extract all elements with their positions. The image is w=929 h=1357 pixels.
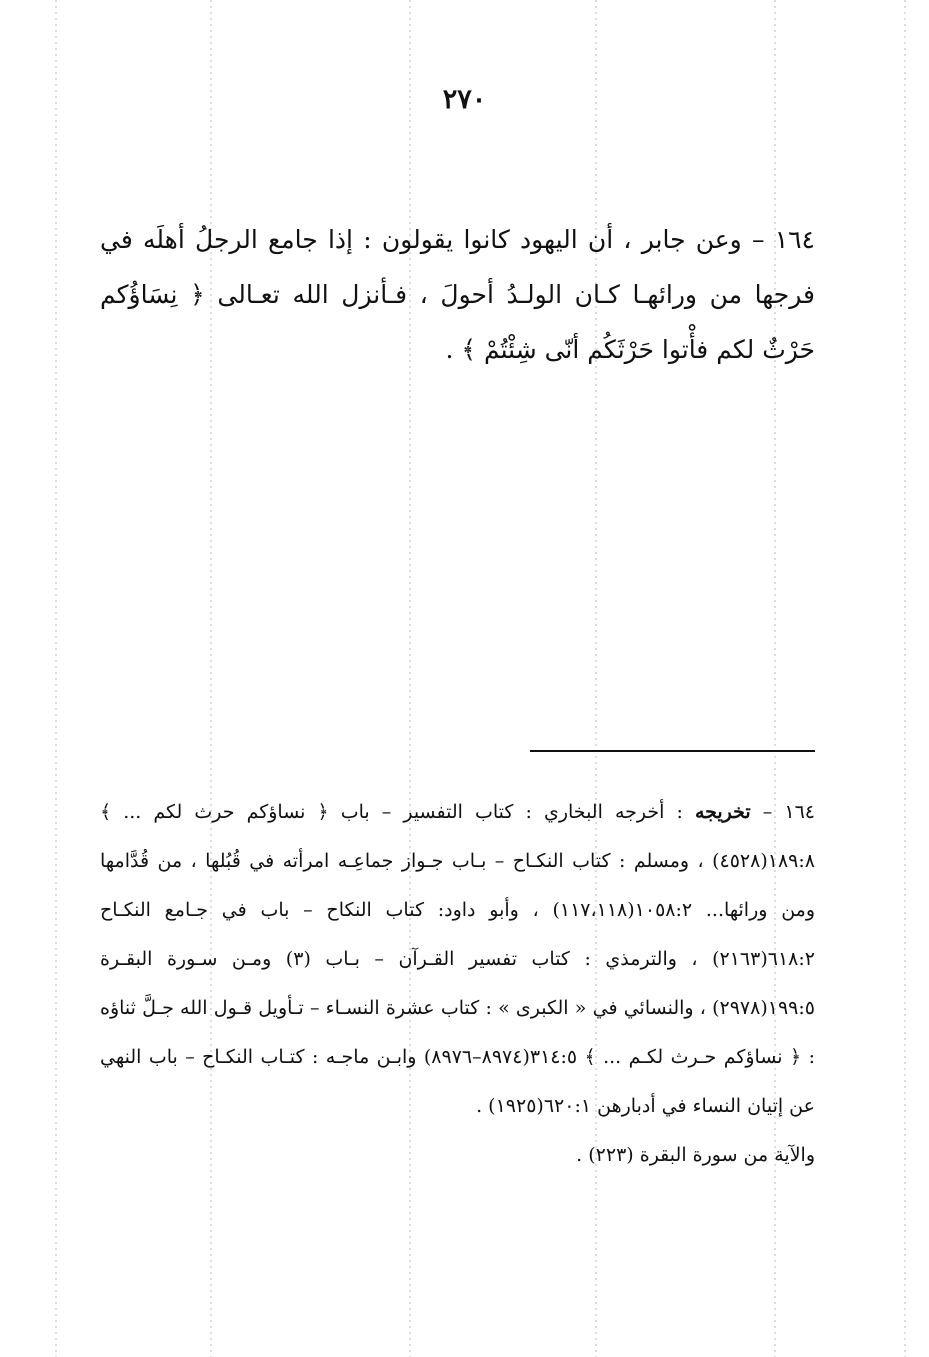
hadith-number: ١٦٤ – xyxy=(751,225,815,254)
quran-verse: نِسَاؤُكم حَرْثٌ لكم فأْتوا حَرْثَكُم أنّى شِئْتُمْ xyxy=(100,280,815,364)
verse-close-bracket: ﴾ xyxy=(461,335,477,364)
hadith-text xyxy=(100,212,815,377)
page-number: ٢٧٠ xyxy=(442,84,487,115)
footnote-separator xyxy=(530,750,815,752)
verse-open-bracket: ﴿ xyxy=(190,280,205,309)
hadith-narration: وعن جابر ، أن اليهود كانوا يقولون : إذا جامع الرجلُ أهلَه في فرجها من ورائهـا كـان الولـدُ أحولَ ، فـأنزل الله تعـالى xyxy=(100,225,815,309)
footnote-number: ١٦٤ – xyxy=(762,801,815,823)
footnote-takhrij xyxy=(100,788,815,1131)
footnote xyxy=(100,788,815,1180)
footnote-label: تخريجه xyxy=(694,801,751,823)
hadith-end-punct: . xyxy=(445,335,454,364)
footnote-verse-note: والآية من سورة البقرة (٢٢٣) . xyxy=(576,1144,815,1166)
footnote-body: : أخرجه البخاري : كتاب التفسير – باب ﴿ نساؤكم حرث لكم ... ﴾ ١٨٩:٨(٤٥٢٨) ، ومسلم : كتاب النكـاح – بـاب جـواز جماعِـه امرأته في قُبُلها ، من قُدَّامها ومن ورائها... ١٠٥٨:٢(١١٧،١١٨) ، وأبو داود: كتاب النكاح – باب في جـامع النكـاح ٦١٨:٢(٢١٦٣) ، والترمذي : كتاب تفسير القـرآن – بـاب (٣) ومـن سـورة البقـرة ١٩٩:٥(٢٩٧٨) ، والنسائي في « الكبرى » : كتاب عشرة النسـاء – تـأويل قـول الله جـلَّ ثناؤه : ﴿ نساؤكم حـرث لكـم ... ﴾ ٣١٤:٥(٨٩٧٤–٨٩٧٦) وابـن ماجـه : كتـاب النكـاح – باب النهي عن إتيان النساء في أدبارهن ٦٢٠:١(١٩٢٥) . xyxy=(100,801,816,1117)
